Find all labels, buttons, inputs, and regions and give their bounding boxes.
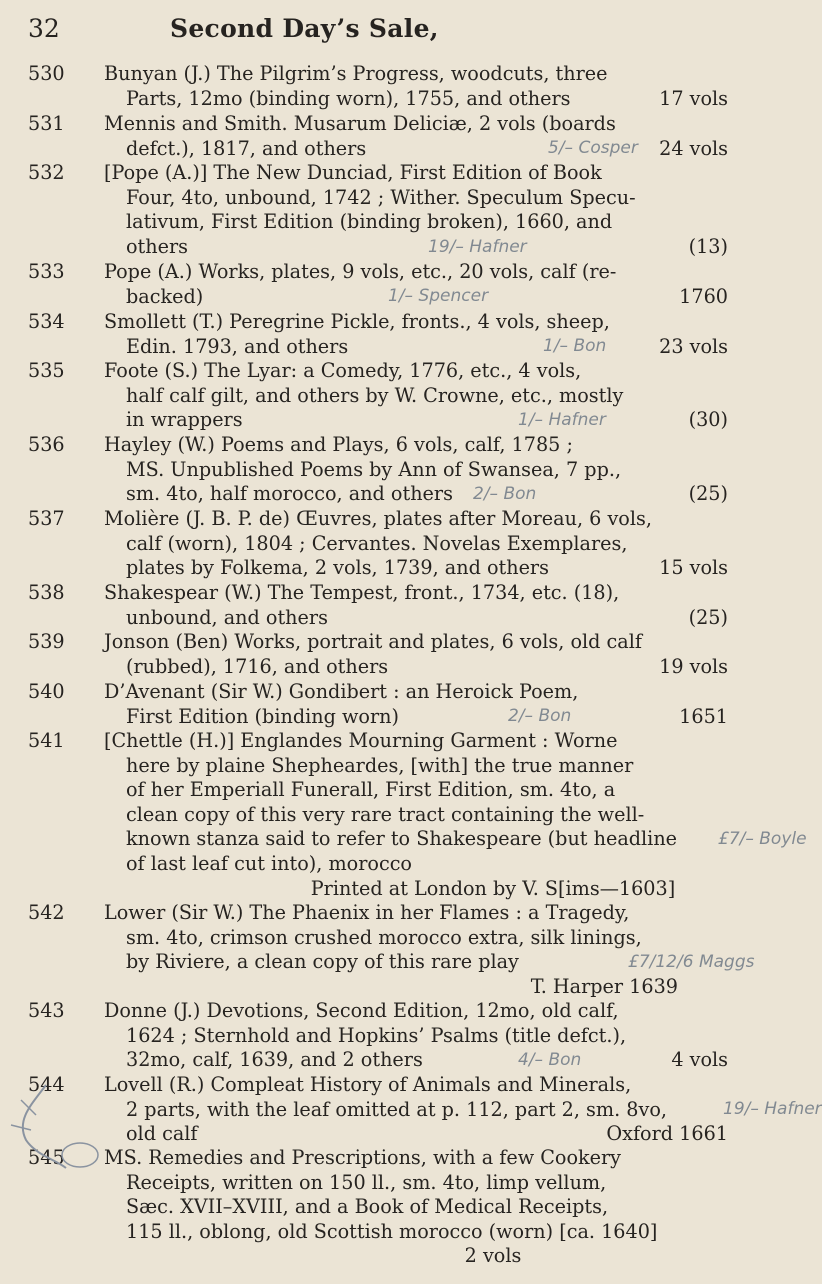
lot-line: backed) 1760 xyxy=(126,284,728,308)
lot-line: Jonson (Ben) Works, portrait and plates, 6 vols, old calf xyxy=(104,630,642,653)
lot-line: Lovell (R.) Compleat History of Animals and Minerals, xyxy=(104,1073,632,1096)
lot-imprint: Printed at London by V. S[ims—1603] xyxy=(310,876,676,900)
lot-line: Edin. 1793, and others 23 vols xyxy=(126,334,728,358)
lot-quantity: 17 vols xyxy=(659,86,728,110)
lot-number: 541 xyxy=(28,729,65,752)
handwritten-price-note: 4/– Bon xyxy=(518,1050,582,1070)
lot-line: sm. 4to, half morocco, and others (25) xyxy=(126,482,728,506)
lot-quantity: Oxford 1661 xyxy=(606,1122,728,1146)
running-title: Second Day’s Sale, xyxy=(170,14,439,43)
lot-541 xyxy=(28,729,807,901)
lot-534 xyxy=(28,310,788,359)
lot-line: Smollett (T.) Peregrine Pickle, fronts., 4 vols, sheep, xyxy=(104,310,610,333)
lot-line: Parts, 12mo (binding worn), 1755, and others 17 vols xyxy=(126,86,728,110)
handwritten-price-note: 1/– Hafner xyxy=(518,410,606,430)
lot-quantity: 2 vols xyxy=(464,1244,522,1268)
lot-line: of last leaf cut into), morocco xyxy=(126,851,412,875)
lot-line: sm. 4to, crimson crushed morocco extra, silk linings, xyxy=(126,925,642,949)
lot-quantity: 23 vols xyxy=(659,334,728,358)
lot-line: plates by Folkema, 2 vols, 1739, and others 15 vols xyxy=(126,556,728,580)
lot-535 xyxy=(28,359,788,433)
lot-line: Mennis and Smith. Musarum Deliciæ, 2 vols (boards xyxy=(104,112,616,135)
lot-quantity: 15 vols xyxy=(659,556,728,580)
lot-line: lativum, First Edition (binding broken), 1660, and xyxy=(126,210,613,234)
lot-line: in wrappers (30) xyxy=(126,408,728,432)
lot-line: half calf gilt, and others by W. Crowne, etc., mostly xyxy=(126,383,624,407)
lot-line: unbound, and others (25) xyxy=(126,605,728,629)
lot-line: First Edition (binding worn) 1651 xyxy=(126,704,728,728)
page-header xyxy=(28,14,772,48)
lot-533 xyxy=(28,260,788,309)
lot-quantity: 1651 xyxy=(679,704,728,728)
lot-number: 530 xyxy=(28,62,65,85)
lot-line: of her Emperiall Funerall, First Edition, sm. 4to, a xyxy=(126,778,616,802)
lot-line: Lower (Sir W.) The Phaenix in her Flames : a Tragedy, xyxy=(104,901,630,924)
lot-line: (rubbed), 1716, and others 19 vols xyxy=(126,654,728,678)
handwritten-price-note: 2/– Bon xyxy=(508,706,572,726)
lot-540 xyxy=(28,680,788,729)
lot-line: Shakespear (W.) The Tempest, front., 1734, etc. (18), xyxy=(104,581,620,604)
handwritten-price-note: £7/12/6 Maggs xyxy=(628,952,755,972)
lot-line: MS. Remedies and Prescriptions, with a few Cookery xyxy=(104,1146,622,1169)
lot-530 xyxy=(28,62,788,111)
lot-line: Hayley (W.) Poems and Plays, 6 vols, calf, 1785 ; xyxy=(104,433,573,456)
lot-number: 542 xyxy=(28,901,65,924)
lot-537 xyxy=(28,507,788,581)
lot-quantity: (25) xyxy=(688,605,728,629)
lot-545 xyxy=(28,1146,788,1269)
lot-539 xyxy=(28,630,788,679)
lot-quantity: 1760 xyxy=(679,284,728,308)
lot-quantity: (13) xyxy=(688,234,728,258)
lot-number: 543 xyxy=(28,999,65,1022)
lot-number: 531 xyxy=(28,112,65,135)
lot-line: 32mo, calf, 1639, and 2 others 4 vols xyxy=(126,1048,728,1072)
lot-line: calf (worn), 1804 ; Cervantes. Novelas Exemplares, xyxy=(126,531,628,555)
lot-line: Molière (J. B. P. de) Œuvres, plates after Moreau, 6 vols, xyxy=(104,507,652,530)
handwritten-price-note: 5/– Cosper xyxy=(548,138,638,158)
lot-number: 540 xyxy=(28,680,65,703)
lot-line: Receipts, written on 150 ll., sm. 4to, limp vellum, xyxy=(126,1170,607,1194)
handwritten-price-note: 19/– Hafner xyxy=(723,1099,822,1119)
lot-line: [Chettle (H.)] Englandes Mourning Garment : Worne xyxy=(104,729,618,752)
lot-543 xyxy=(28,999,788,1073)
lot-number: 537 xyxy=(28,507,65,530)
pencil-circle-mark xyxy=(60,1140,100,1170)
lot-544 xyxy=(28,1073,822,1147)
lot-line: Four, 4to, unbound, 1742 ; Wither. Speculum Specu- xyxy=(126,185,636,209)
lot-line: D’Avenant (Sir W.) Gondibert : an Heroick Poem, xyxy=(104,680,579,703)
lot-line: [Pope (A.)] The New Dunciad, First Edition of Book xyxy=(104,161,602,184)
lot-line: Foote (S.) The Lyar: a Comedy, 1776, etc., 4 vols, xyxy=(104,359,582,382)
lot-line: 1624 ; Sternhold and Hopkins’ Psalms (title defct.), xyxy=(126,1023,627,1047)
handwritten-price-note: 2/– Bon xyxy=(473,484,537,504)
lot-line: others (13) xyxy=(126,234,728,258)
page-number: 32 xyxy=(28,14,60,43)
lot-number: 539 xyxy=(28,630,65,653)
lot-number: 545 xyxy=(28,1146,65,1169)
lot-line: by Riviere, a clean copy of this rare play xyxy=(126,950,519,974)
lot-line: Donne (J.) Devotions, Second Edition, 12mo, old calf, xyxy=(104,999,619,1022)
lot-542 xyxy=(28,901,788,999)
lot-line: defct.), 1817, and others 24 vols xyxy=(126,136,728,160)
lot-line: 2 parts, with the leaf omitted at p. 112, part 2, sm. 8vo, xyxy=(126,1097,667,1121)
lot-line: Bunyan (J.) The Pilgrim’s Progress, woodcuts, three xyxy=(104,62,608,85)
lot-quantity: 4 vols xyxy=(671,1048,728,1072)
lot-line: Sæc. XVII–XVIII, and a Book of Medical Receipts, xyxy=(126,1195,609,1219)
lot-line: here by plaine Shepheardes, [with] the true manner xyxy=(126,753,634,777)
lot-number: 535 xyxy=(28,359,65,382)
lot-538 xyxy=(28,581,788,630)
handwritten-price-note: 1/– Bon xyxy=(543,336,607,356)
lot-532 xyxy=(28,161,788,259)
lot-number: 538 xyxy=(28,581,65,604)
handwritten-price-note: 19/– Hafner xyxy=(428,237,527,257)
lot-line: old calf Oxford 1661 xyxy=(126,1122,728,1146)
lot-number: 533 xyxy=(28,260,65,283)
lot-quantity: 24 vols xyxy=(659,136,728,160)
lot-number: 534 xyxy=(28,310,65,333)
lot-536 xyxy=(28,433,788,507)
lot-imprint: T. Harper 1639 xyxy=(530,974,678,998)
lot-line: 115 ll., oblong, old Scottish morocco (worn) [ca. 1640] xyxy=(126,1219,658,1243)
lot-number: 544 xyxy=(28,1073,65,1096)
handwritten-price-note: £7/– Boyle xyxy=(718,829,807,849)
lot-number: 536 xyxy=(28,433,65,456)
handwritten-price-note: 1/– Spencer xyxy=(388,286,489,306)
lot-quantity: (30) xyxy=(688,408,728,432)
lot-line: MS. Unpublished Poems by Ann of Swansea, 7 pp., xyxy=(126,457,622,481)
lot-quantity: 19 vols xyxy=(659,654,728,678)
lot-line: known stanza said to refer to Shakespeare (but headline xyxy=(126,827,678,851)
lot-number: 532 xyxy=(28,161,65,184)
lot-531 xyxy=(28,112,788,161)
lot-line: Pope (A.) Works, plates, 9 vols, etc., 20 vols, calf (re- xyxy=(104,260,617,283)
lot-line: clean copy of this very rare tract containing the well- xyxy=(126,802,645,826)
lot-quantity: (25) xyxy=(688,482,728,506)
